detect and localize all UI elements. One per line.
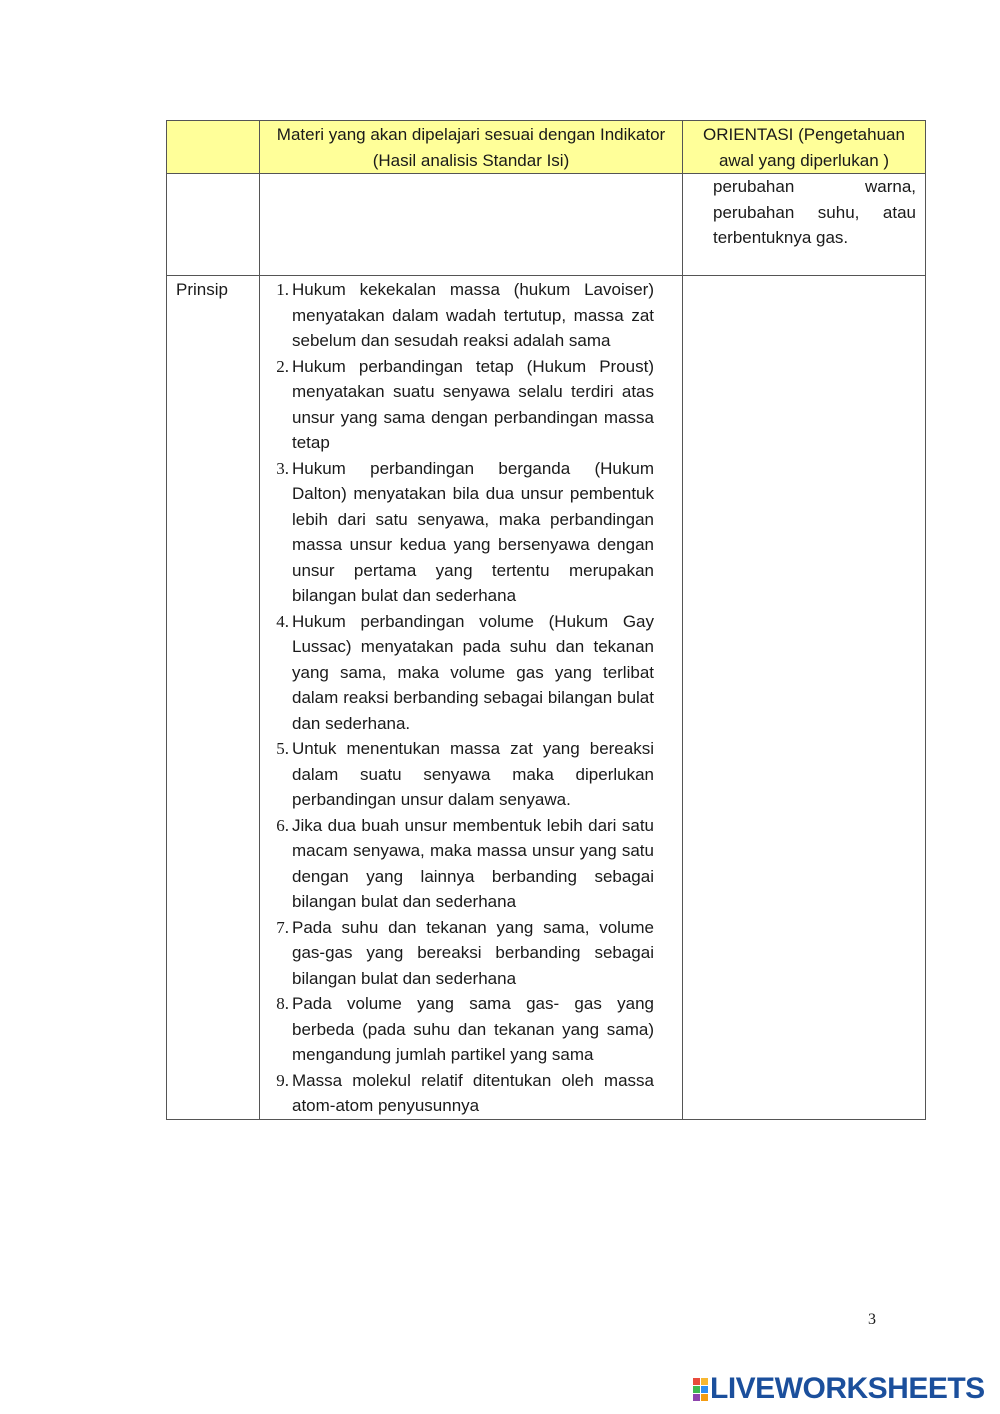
principle-text: Massa molekul relatif ditentukan oleh massa atom-atom penyusunnya bbox=[292, 1070, 654, 1115]
logo-square bbox=[701, 1386, 708, 1393]
principle-number: 6. bbox=[276, 815, 289, 835]
table-row-prinsip bbox=[167, 276, 926, 1120]
principle-item bbox=[260, 991, 654, 1068]
principle-text: Pada suhu dan tekanan yang sama, volume gas-gas yang bereaksi berbanding sebagai bilangan bulat dan sederhana bbox=[292, 917, 654, 988]
table-cell-empty bbox=[260, 174, 683, 276]
principle-item bbox=[260, 736, 654, 813]
liveworksheets-logo bbox=[693, 1374, 985, 1404]
header-cell-orientasi: ORIENTASI (Pengetahuan awal yang diperlukan ) bbox=[683, 121, 926, 174]
logo-square bbox=[693, 1378, 700, 1385]
principle-item bbox=[260, 915, 654, 992]
principle-number: 7. bbox=[276, 917, 289, 937]
materials-table bbox=[166, 120, 926, 1120]
logo-text: LIVEWORKSHEETS bbox=[710, 1372, 985, 1405]
principle-item bbox=[260, 609, 654, 737]
logo-square bbox=[693, 1386, 700, 1393]
principle-text: Jika dua buah unsur membentuk lebih dari satu macam senyawa, maka massa unsur yang satu dengan yang lainnya berbanding sebagai bilangan bulat dan sederhana bbox=[292, 815, 654, 911]
principle-number: 1. bbox=[276, 280, 289, 299]
principle-number: 5. bbox=[276, 739, 289, 758]
principle-number: 2. bbox=[276, 356, 289, 376]
logo-square bbox=[693, 1394, 700, 1401]
principle-item bbox=[260, 277, 654, 354]
principle-item bbox=[260, 1068, 654, 1119]
principle-item bbox=[260, 813, 654, 915]
logo-square bbox=[701, 1394, 708, 1401]
row-label-prinsip: Prinsip bbox=[167, 276, 260, 1120]
header-cell-empty bbox=[167, 121, 260, 174]
principle-item bbox=[260, 354, 654, 456]
orientasi-continued-text: perubahan warna, perubahan suhu, atau terbentuknya gas. bbox=[713, 177, 916, 247]
principle-text: Untuk menentukan massa zat yang bereaksi dalam suatu senyawa maka diperlukan perbandingan unsur dalam senyawa. bbox=[292, 739, 654, 809]
table-cell-empty bbox=[683, 276, 926, 1120]
page-number: 3 bbox=[868, 1311, 876, 1328]
principle-number: 3. bbox=[276, 458, 289, 478]
principle-number: 4. bbox=[276, 611, 289, 631]
principle-text: Pada volume yang sama gas- gas yang berbeda (pada suhu dan tekanan yang sama) mengandung jumlah partikel yang sama bbox=[292, 994, 654, 1064]
logo-square bbox=[701, 1378, 708, 1385]
principles-list bbox=[260, 277, 682, 1119]
principle-text: Hukum perbandingan volume (Hukum Gay Lussac) menyatakan pada suhu dan tekanan yang sama, maka volume gas yang terlibat dalam reaksi berbanding sebagai bilangan bulat dan sederhana. bbox=[292, 611, 654, 733]
header-cell-materi: Materi yang akan dipelajari sesuai dengan Indikator (Hasil analisis Standar Isi) bbox=[260, 121, 683, 174]
liveworksheets-grid-icon bbox=[693, 1378, 708, 1401]
table-cell-empty bbox=[167, 174, 260, 276]
principle-text: Hukum kekekalan massa (hukum Lavoiser) menyatakan dalam wadah tertutup, massa zat sebelum dan sesudah reaksi adalah sama bbox=[292, 280, 654, 350]
table-row-continuation bbox=[167, 174, 926, 276]
table-cell-orientasi-continued bbox=[683, 174, 926, 276]
table-cell-principles bbox=[260, 276, 683, 1120]
principle-text: Hukum perbandingan tetap (Hukum Proust) menyatakan suatu senyawa selalu terdiri atas unsur yang sama dengan perbandingan massa tetap bbox=[292, 356, 654, 452]
principle-item bbox=[260, 456, 654, 609]
principle-number: 9. bbox=[276, 1070, 289, 1090]
principle-text: Hukum perbandingan berganda (Hukum Dalton) menyatakan bila dua unsur pembentuk lebih dari satu senyawa, maka perbandingan massa unsur kedua yang bersenyawa dengan unsur pertama yang tertentu merupakan bilangan bulat dan sederhana bbox=[292, 458, 654, 605]
principle-number: 8. bbox=[276, 994, 289, 1013]
table-header-row bbox=[167, 121, 926, 174]
